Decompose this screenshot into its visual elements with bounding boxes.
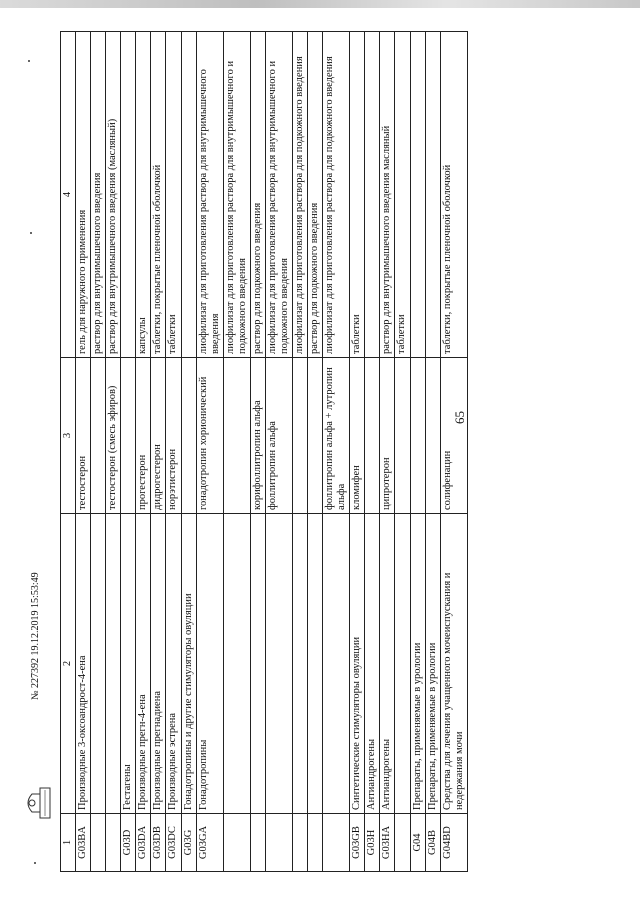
drug-name-cell: тестостерон	[76, 358, 91, 514]
group-name-cell: Антиандрогены	[365, 514, 380, 814]
dosage-form-cell: таблетки, покрытые пленочной оболочкой	[440, 32, 467, 358]
atc-code-cell	[91, 814, 106, 872]
government-seal-icon	[20, 786, 54, 820]
drug-name-cell	[410, 358, 425, 514]
atc-code-cell: G03HA	[380, 814, 395, 872]
drug-name-cell: гонадотропин хорионический	[196, 358, 223, 514]
table-row	[395, 32, 410, 872]
scan-speck	[30, 232, 32, 234]
dosage-form-cell	[365, 32, 380, 358]
drug-name-cell	[91, 358, 106, 514]
dosage-form-cell: раствор для подкожного введения	[308, 32, 323, 358]
group-name-cell: Препараты, применяемые в урологии	[425, 514, 440, 814]
atc-code-cell: G03DA	[136, 814, 151, 872]
group-name-cell	[91, 514, 106, 814]
table-row	[136, 32, 151, 872]
atc-code-cell: G03D	[121, 814, 136, 872]
dosage-form-cell: таблетки, покрытые пленочной оболочкой	[151, 32, 166, 358]
drug-name-cell: фоллитропин альфа + лутропин альфа	[323, 358, 350, 514]
drug-name-cell	[308, 358, 323, 514]
dosage-form-cell: лиофилизат для приготовления раствора для внутримышечного и подкожного введения	[265, 32, 292, 358]
group-name-cell: Антиандрогены	[380, 514, 395, 814]
atc-code-cell: G03DC	[166, 814, 181, 872]
group-name-cell	[265, 514, 292, 814]
drug-name-cell	[121, 358, 136, 514]
group-name-cell: Производные прегнадиена	[151, 514, 166, 814]
group-name-cell: Производные прегн-4-ена	[136, 514, 151, 814]
group-name-cell: Синтетические стимуляторы овуляции	[350, 514, 365, 814]
atc-code-cell	[323, 814, 350, 872]
table-header-row	[61, 32, 76, 872]
scan-speck	[34, 862, 36, 864]
footer-doc-id: № 227392 19.12.2019 15:53:49	[30, 572, 41, 700]
dosage-form-cell: таблетки	[166, 32, 181, 358]
atc-code-cell: G04B	[425, 814, 440, 872]
dosage-form-cell: раствор для внутримышечного введения	[91, 32, 106, 358]
atc-code-cell	[308, 814, 323, 872]
drug-name-cell: тестостерон (смесь эфиров)	[106, 358, 121, 514]
table-row	[425, 32, 440, 872]
drug-name-cell: прогестерон	[136, 358, 151, 514]
group-name-cell: Производные 3-оксоандрост-4-ена	[76, 514, 91, 814]
table-row	[223, 32, 250, 872]
drug-name-cell: дидрогестерон	[151, 358, 166, 514]
atc-code-cell	[250, 814, 265, 872]
header-col-4: 4	[61, 32, 76, 358]
dosage-form-cell	[425, 32, 440, 358]
group-name-cell	[308, 514, 323, 814]
atc-code-cell: G04	[410, 814, 425, 872]
table-row	[181, 32, 196, 872]
atc-code-cell: G03DB	[151, 814, 166, 872]
page-number: 65	[452, 411, 467, 424]
dosage-form-cell: лиофилизат для приготовления раствора для подкожного введения	[293, 32, 308, 358]
table-row	[265, 32, 292, 872]
table-row	[151, 32, 166, 872]
table-row	[440, 32, 467, 872]
atc-code-cell: G03G	[181, 814, 196, 872]
drug-name-cell	[395, 358, 410, 514]
table-row	[323, 32, 350, 872]
drug-name-cell	[365, 358, 380, 514]
atc-code-cell: G03GB	[350, 814, 365, 872]
dosage-form-cell	[121, 32, 136, 358]
dosage-form-cell: гель для наружного применения	[76, 32, 91, 358]
table-row	[166, 32, 181, 872]
drug-name-cell	[425, 358, 440, 514]
table-row	[365, 32, 380, 872]
drug-name-cell: норэтистерон	[166, 358, 181, 514]
table-row	[350, 32, 365, 872]
atc-code-cell	[265, 814, 292, 872]
table-row	[196, 32, 223, 872]
drug-name-cell	[293, 358, 308, 514]
group-name-cell: Гонадотропины	[196, 514, 223, 814]
group-name-cell: Гестагены	[121, 514, 136, 814]
rotated-page-content	[60, 32, 560, 872]
dosage-form-cell: капсулы	[136, 32, 151, 358]
atc-code-cell: G03H	[365, 814, 380, 872]
table-row	[308, 32, 323, 872]
scan-speck	[28, 60, 30, 62]
group-name-cell	[223, 514, 250, 814]
atc-code-cell	[395, 814, 410, 872]
atc-code-cell	[223, 814, 250, 872]
group-name-cell	[106, 514, 121, 814]
dosage-form-cell: раствор для внутримышечного введения масляный	[380, 32, 395, 358]
dosage-form-cell: лиофилизат для приготовления раствора для подкожного введения	[323, 32, 350, 358]
table-row	[380, 32, 395, 872]
drug-name-cell: кломифен	[350, 358, 365, 514]
scan-top-edge	[0, 0, 640, 8]
atc-code-cell	[106, 814, 121, 872]
drug-table	[60, 31, 468, 872]
drug-name-cell	[181, 358, 196, 514]
atc-code-cell: G04BD	[440, 814, 467, 872]
drug-name-cell	[223, 358, 250, 514]
table-row	[76, 32, 91, 872]
group-name-cell: Производные эстрена	[166, 514, 181, 814]
header-col-2: 2	[61, 514, 76, 814]
dosage-form-cell: таблетки	[350, 32, 365, 358]
atc-code-cell	[293, 814, 308, 872]
dosage-form-cell: лиофилизат для приготовления раствора для внутримышечного и подкожного введения	[223, 32, 250, 358]
table-row	[293, 32, 308, 872]
table-row	[91, 32, 106, 872]
dosage-form-cell	[410, 32, 425, 358]
group-name-cell	[250, 514, 265, 814]
dosage-form-cell: раствор для подкожного введения	[250, 32, 265, 358]
group-name-cell	[293, 514, 308, 814]
drug-name-cell: корифоллитропин альфа	[250, 358, 265, 514]
table-row	[106, 32, 121, 872]
drug-name-cell: солифенацин	[440, 358, 467, 514]
header-col-3: 3	[61, 358, 76, 514]
dosage-form-cell: раствор для внутримышечного введения (масляный)	[106, 32, 121, 358]
atc-code-cell: G03GA	[196, 814, 223, 872]
group-name-cell: Гонадотропины и другие стимуляторы овуляции	[181, 514, 196, 814]
group-name-cell: Средства для лечения учащенного мочеиспускания и недержания мочи	[440, 514, 467, 814]
drug-name-cell: фоллитропин альфа	[265, 358, 292, 514]
group-name-cell	[395, 514, 410, 814]
drug-name-cell: ципротерон	[380, 358, 395, 514]
group-name-cell	[323, 514, 350, 814]
dosage-form-cell: лиофилизат для приготовления раствора для внутримышечного введения	[196, 32, 223, 358]
table-row	[250, 32, 265, 872]
dosage-form-cell: таблетки	[395, 32, 410, 358]
table-row	[410, 32, 425, 872]
dosage-form-cell	[181, 32, 196, 358]
table-row	[121, 32, 136, 872]
header-col-1: 1	[61, 814, 76, 872]
group-name-cell: Препараты, применяемые в урологии	[410, 514, 425, 814]
atc-code-cell: G03BA	[76, 814, 91, 872]
